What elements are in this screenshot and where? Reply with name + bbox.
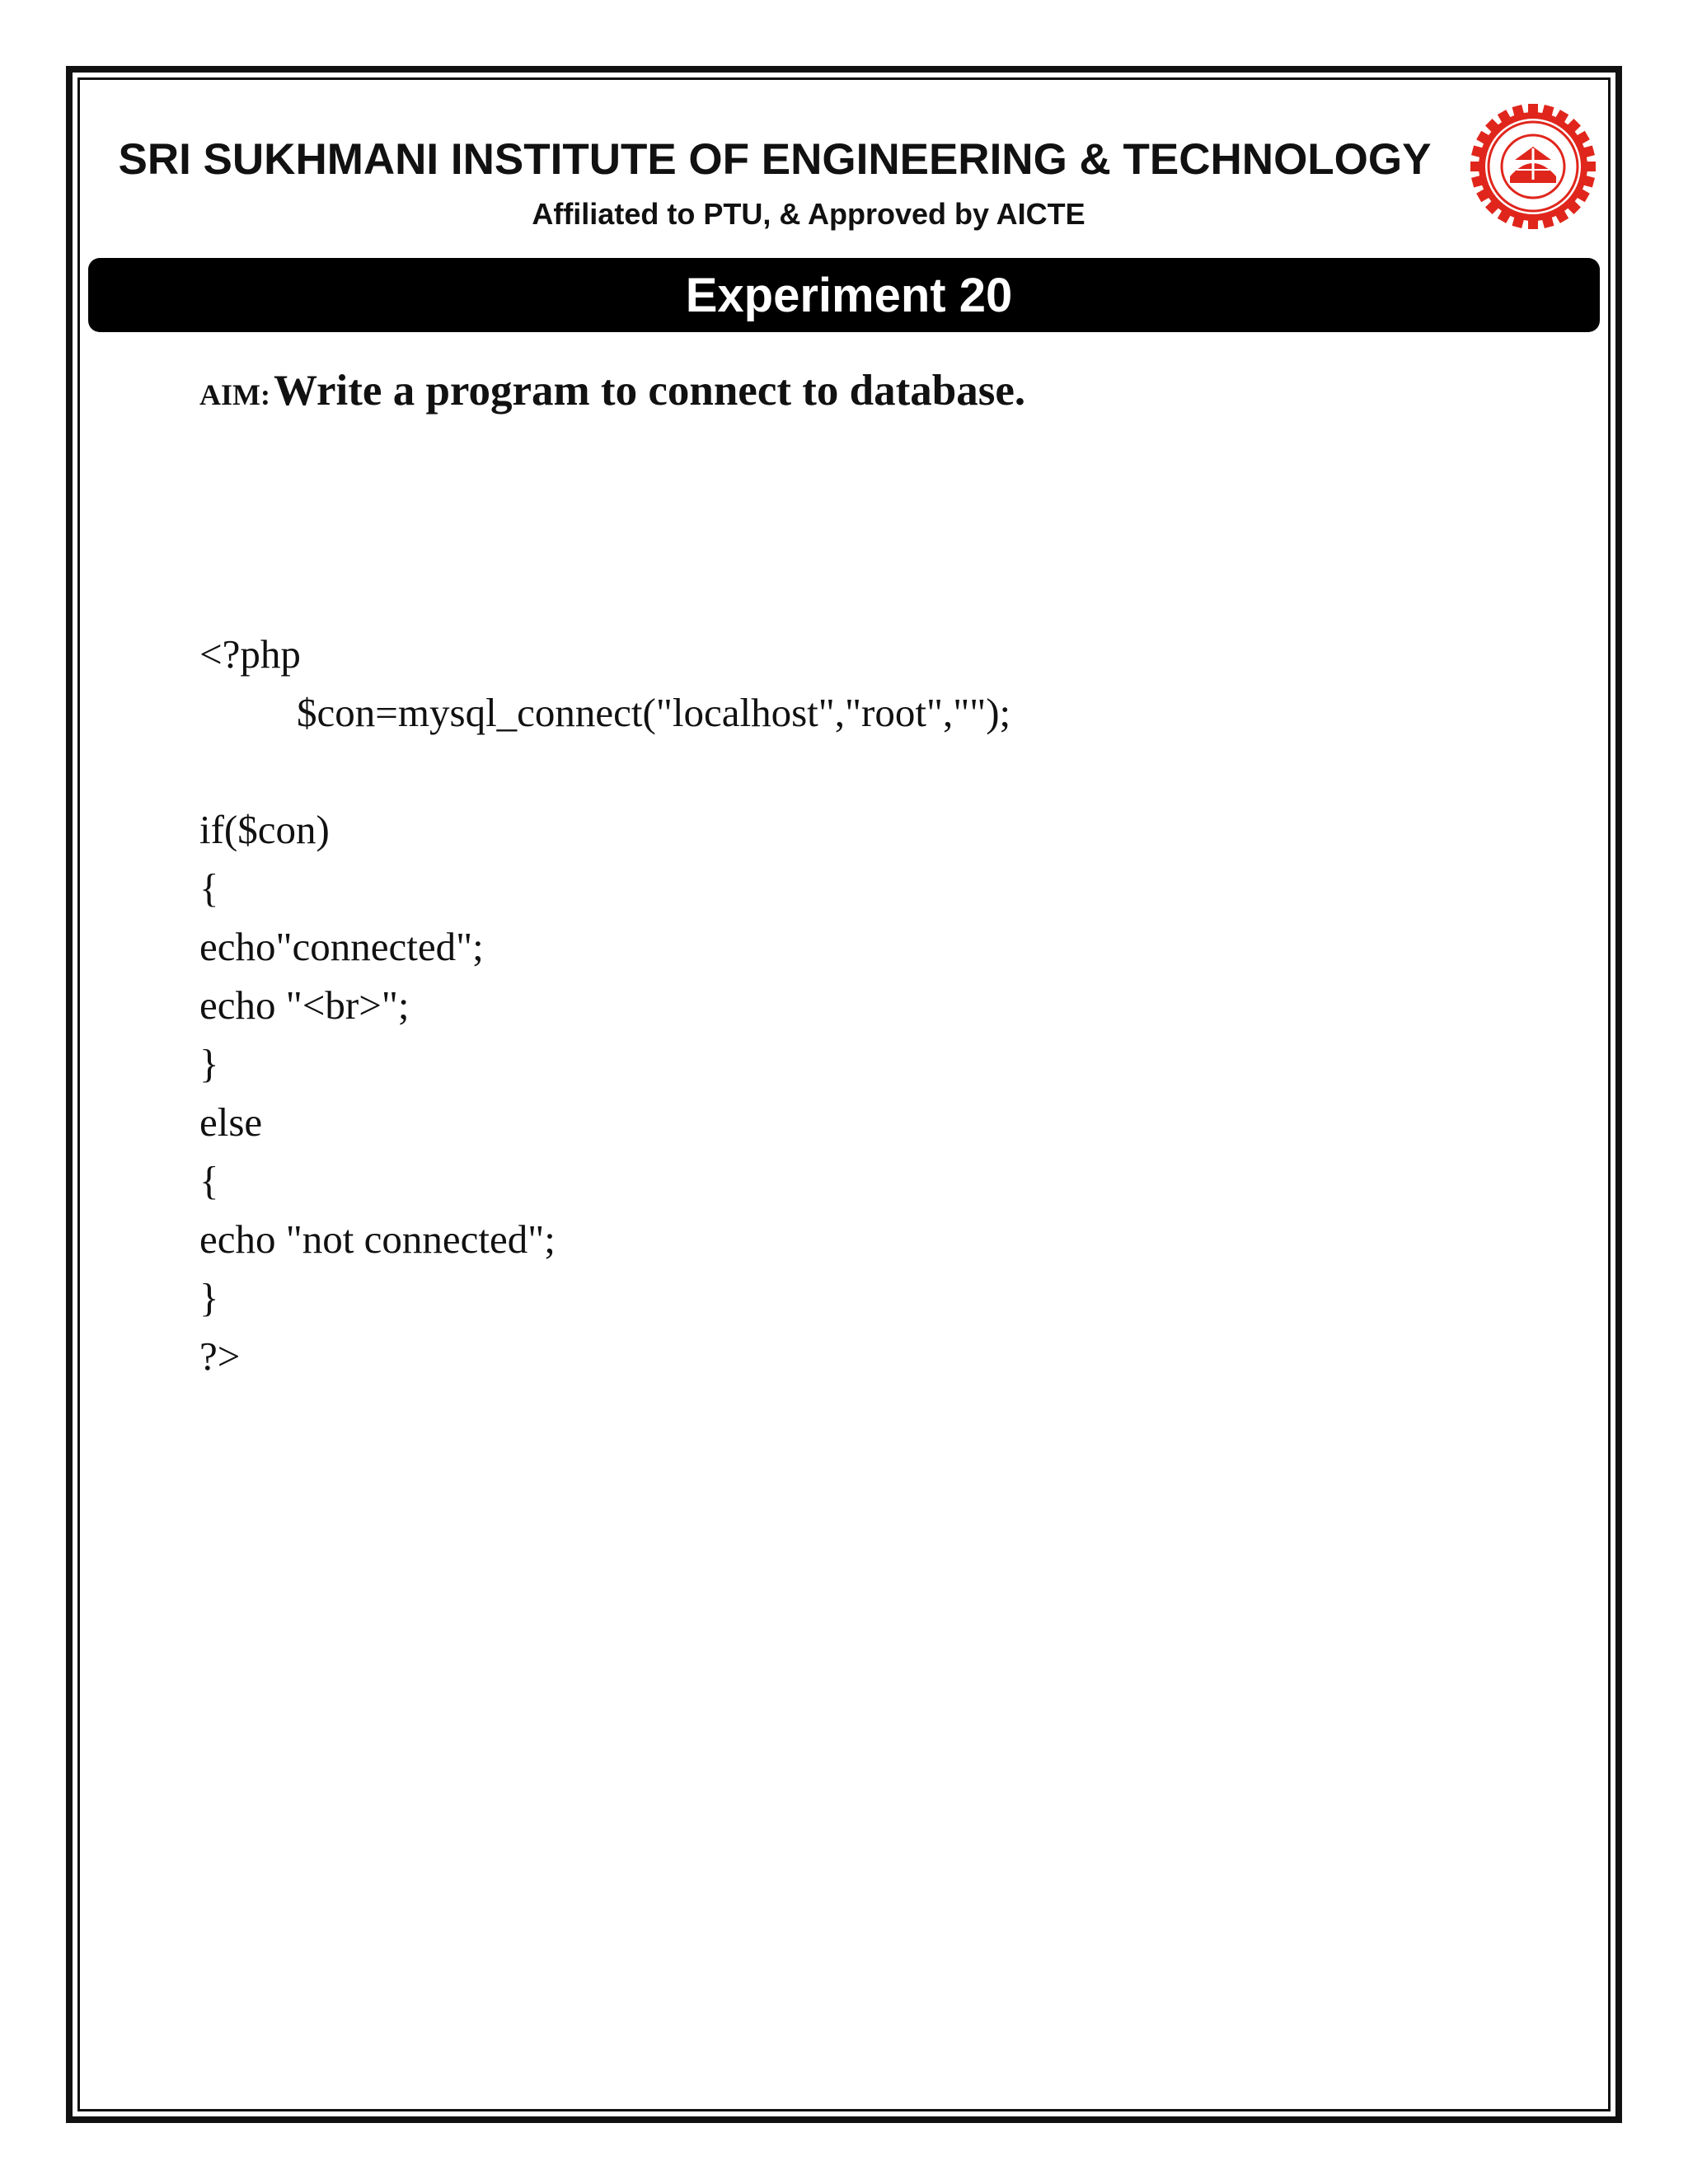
code-listing	[199, 625, 1518, 1385]
code-line: ?>	[199, 1333, 241, 1379]
code-line	[199, 742, 1518, 800]
code-line: $con=mysql_connect("localhost","root","");	[297, 690, 1011, 735]
aim-label: AIM:	[199, 378, 270, 411]
code-line: echo "<br>";	[199, 982, 410, 1028]
code-line: else	[199, 1099, 263, 1145]
institute-logo-icon	[1467, 101, 1599, 232]
code-line: }	[199, 1041, 219, 1086]
code-line: {	[199, 865, 219, 911]
code-line: }	[199, 1275, 219, 1320]
aim-statement	[199, 366, 1025, 415]
code-line: {	[199, 1158, 219, 1203]
code-line: echo "not connected";	[199, 1216, 556, 1262]
code-line: echo"connected";	[199, 924, 484, 969]
institution-name: SRI SUKHMANI INSTITUTE OF ENGINEERING & TECHNOLOGY	[118, 135, 1432, 184]
experiment-banner	[88, 258, 1600, 332]
code-line: if($con)	[199, 807, 330, 852]
code-line: <?php	[199, 631, 301, 677]
aim-text: Write a program to connect to database.	[273, 367, 1026, 415]
experiment-title: Experiment 20	[685, 268, 1013, 322]
institution-affiliation: Affiliated to PTU, & Approved by AICTE	[532, 197, 1085, 231]
